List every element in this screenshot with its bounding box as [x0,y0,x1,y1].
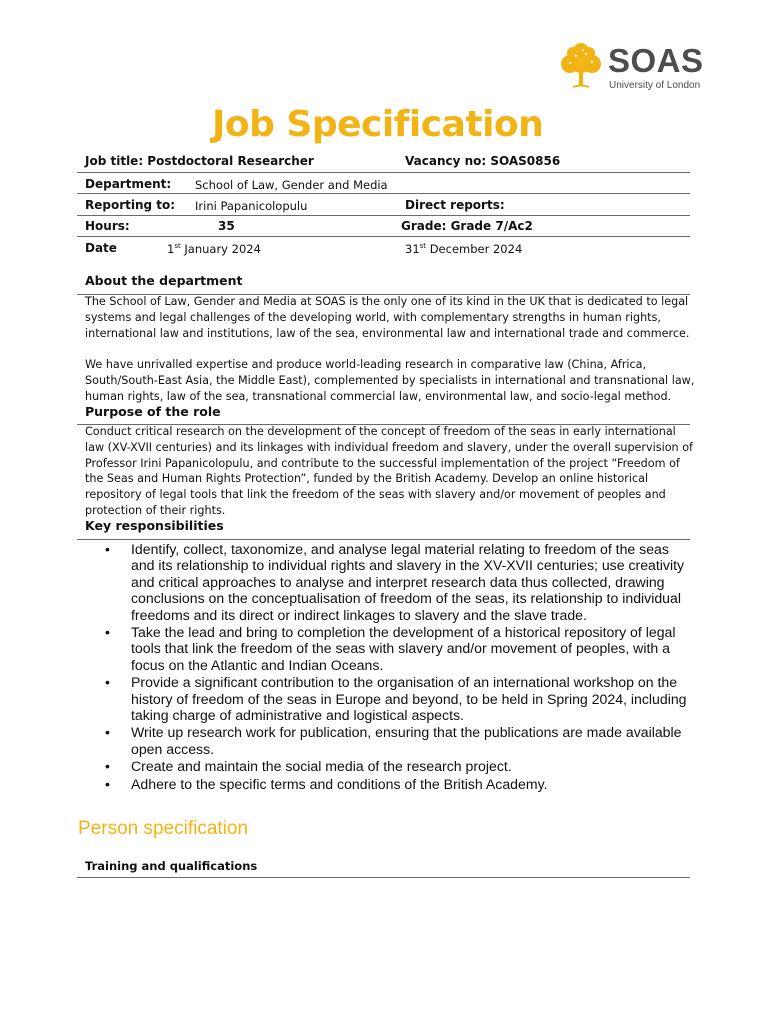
department-label: Department: [85,177,172,191]
tree-icon [556,42,606,92]
hours-label: Hours: [85,219,130,233]
responsibilities-heading: Key responsibilities [85,518,224,533]
about-paragraph-1: The School of Law, Gender and Media at SOAS is the only one of its kind in the UK that is dedicated to legal systems and legal challenges of the developing world, with complementary strengths in human rights, international law and institutions, law of the sea, environmental law and international trade and commerce. [85,295,690,340]
table-rule [77,172,690,173]
grade: Grade: Grade 7/Ac2 [401,219,533,233]
department-value: School of Law, Gender and Media [195,178,388,192]
list-item: • Adhere to the specific terms and conditions of the British Academy. [105,776,690,792]
reporting-value: Irini Papanicolopulu [195,199,308,213]
purpose-text [85,424,695,519]
hours-value: 35 [218,219,235,233]
purpose-heading: Purpose of the role [85,404,221,419]
purpose-paragraph: Conduct critical research on the development of the concept of freedom of the seas in early international law (XV-XVII centuries) and its linkages with individual freedom and slavery, under the overall supervision of Professor Irini Papanicolopulu, and contribute to the successful implementation of the project “Freedom of the Seas and Human Rights Protection”, funded by the British Academy. Develop an online historical repository of legal tools that link the freedom of the seas with slavery and/or movement of peoples and protection of their rights. [85,425,693,517]
vacancy-number: Vacancy no: SOAS0856 [405,154,561,168]
list-item: • Provide a significant contribution to the organisation of an international workshop on the history of freedom of the seas in Europe and beyond, to be held in Spring 2024, including taking charge of administrative and logistical aspects. [105,674,690,723]
reporting-label: Reporting to: [85,198,176,212]
date-label: Date [85,241,117,255]
section-rule [77,539,690,540]
list-item: • Identify, collect, taxonomize, and analyse legal material relating to freedom of the seas and its relationship to individual rights and slavery in the XV-XVII centuries; use creativity and critical approaches to analyse and interpret research data thus collected, drawing conclusions on the conceptualisation of freedom of the seas, its relationship to individual freedoms and its direct or indirect linkages to slavery and the slave trade. [105,541,690,623]
soas-logo [556,42,716,94]
job-title: Job title: Postdoctoral Researcher [85,154,314,168]
responsibilities-list [105,541,690,793]
table-rule [77,215,690,216]
page-title: Job Specification [212,104,544,145]
about-text [85,294,695,405]
start-date: 1st January 2024 [167,242,261,256]
list-item: • Take the lead and bring to completion the development of a historical repository of legal tools that link the freedom of the seas with slavery and/or movement of peoples, with a focus on the Atlantic and Indian Oceans. [105,624,690,673]
table-rule [77,193,690,194]
list-item: • Write up research work for publication, ensuring that the publications are made available open access. [105,724,690,757]
about-paragraph-2: We have unrivalled expertise and produce world-leading research in comparative law (China, Africa, South/South-East Asia, the Middle East), complemented by specialists in international and transnational law, human rights, law of the sea, transnational commercial law, environmental law, and socio-legal method. [85,358,695,403]
training-heading: Training and qualifications [85,859,258,873]
list-item: • Create and maintain the social media of the research project. [105,758,690,774]
logo-subtitle: University of London [609,80,701,91]
logo-wordmark: SOAS [608,42,704,79]
person-spec-heading: Person specification [78,818,249,839]
end-date: 31st December 2024 [405,242,523,256]
about-heading: About the department [85,273,243,288]
direct-reports-label: Direct reports: [405,198,505,212]
section-rule [77,877,690,878]
table-rule [77,236,690,237]
